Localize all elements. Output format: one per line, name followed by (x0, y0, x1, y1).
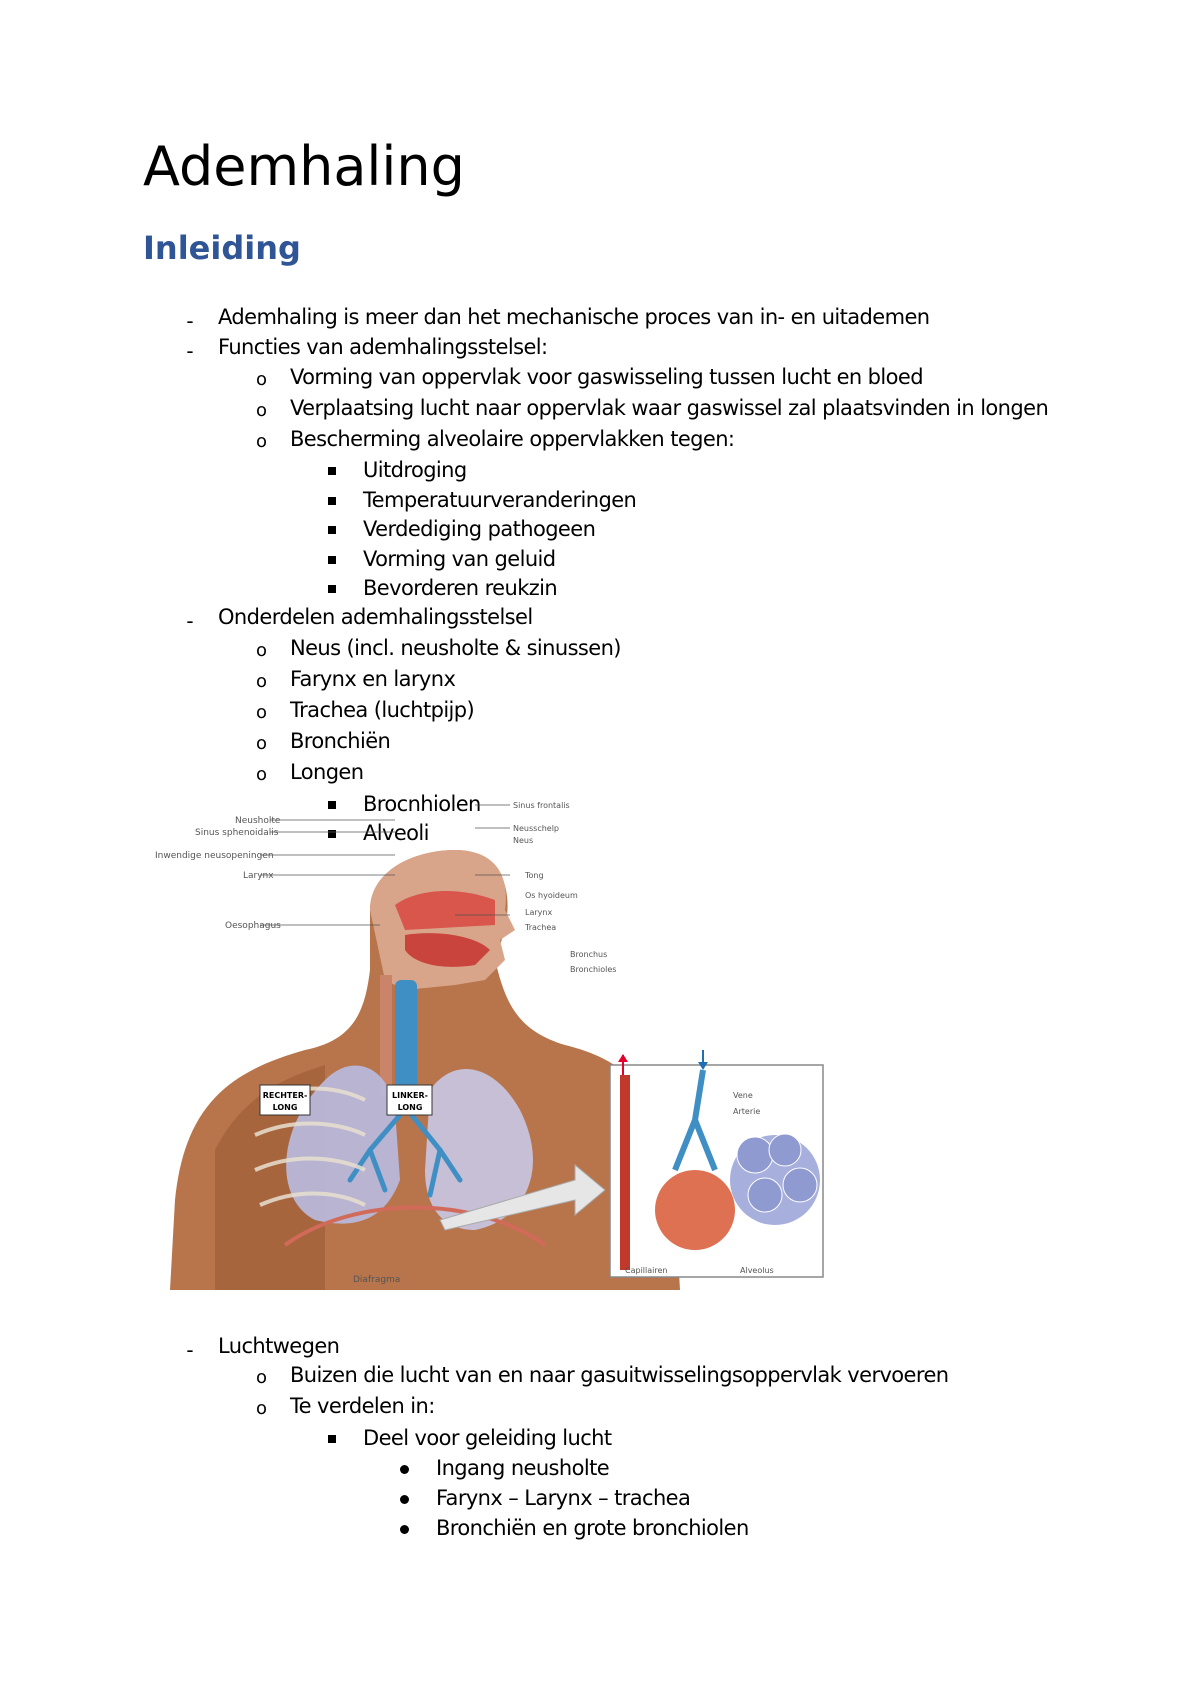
list-item-text: Longen (290, 760, 364, 784)
inset-vene-label: Vene (733, 1091, 753, 1100)
diaphragm-label: Diafragma (353, 1275, 401, 1285)
list-item-text: Verdediging pathogeen (363, 517, 596, 541)
square-bullet-icon (328, 1435, 336, 1443)
list-item-text: Bronchiën en grote bronchiolen (436, 1516, 749, 1540)
circle-bullet-icon: o (256, 1367, 268, 1388)
section-heading: Inleiding (143, 229, 301, 267)
circle-bullet-icon: o (256, 431, 268, 452)
list-item-text: Ingang neusholte (436, 1456, 610, 1480)
dot-bullet-icon (400, 1495, 409, 1504)
square-bullet-icon (328, 467, 336, 475)
figure-left-label: Inwendige neusopeningen (155, 851, 274, 861)
lung-right-label-2: LONG (272, 1103, 298, 1112)
square-bullet-icon (328, 556, 336, 564)
list-item-text: Alveoli (363, 821, 429, 845)
figure-right-label: Bronchioles (570, 965, 617, 974)
list-item-text: Brocnhiolen (363, 792, 481, 816)
list-item-text: Farynx en larynx (290, 667, 456, 691)
circle-bullet-icon: o (256, 640, 268, 661)
square-bullet-icon (328, 830, 336, 838)
lung-left-label-1: LINKER- (392, 1091, 428, 1100)
figure-right-label: Bronchus (570, 950, 608, 959)
figure-left-label: Neusholte (235, 816, 281, 826)
figure-left-label: Oesophagus (225, 921, 281, 931)
dash-bullet-icon: - (186, 1338, 194, 1362)
circle-bullet-icon: o (256, 671, 268, 692)
circle-bullet-icon: o (256, 1398, 268, 1419)
figure-right-label: Neus (513, 836, 534, 845)
list-item-text: Bescherming alveolaire oppervlakken tegen: (290, 427, 735, 451)
page-title: Ademhaling (143, 135, 465, 198)
dot-bullet-icon (400, 1525, 409, 1534)
list-item-text: Temperatuurveranderingen (363, 488, 637, 512)
list-item-text: Trachea (luchtpijp) (290, 698, 475, 722)
list-item-text: Bevorderen reukzin (363, 576, 558, 600)
circle-bullet-icon: o (256, 369, 268, 390)
inset-capillairen-label: Capillairen (625, 1266, 668, 1275)
list-item-text: Onderdelen ademhalingsstelsel (218, 605, 533, 629)
figure-right-label: Sinus frontalis (513, 801, 570, 810)
list-item-text: Vorming van geluid (363, 547, 556, 571)
figure-right-label: Larynx (525, 908, 553, 917)
dot-bullet-icon (400, 1465, 409, 1474)
list-item-text: Deel voor geleiding lucht (363, 1426, 612, 1450)
list-item-text: Uitdroging (363, 458, 467, 482)
list-item-text: Luchtwegen (218, 1334, 340, 1358)
list-item-text: Buizen die lucht van en naar gasuitwisselingsoppervlak vervoeren (290, 1363, 949, 1387)
circle-bullet-icon: o (256, 400, 268, 421)
square-bullet-icon (328, 801, 336, 809)
list-item-text: Functies van ademhalingsstelsel: (218, 335, 548, 359)
square-bullet-icon (328, 585, 336, 593)
list-item-text: Vorming van oppervlak voor gaswisseling tussen lucht en bloed (290, 365, 923, 389)
square-bullet-icon (328, 497, 336, 505)
dash-bullet-icon: - (186, 309, 194, 333)
circle-bullet-icon: o (256, 702, 268, 723)
dash-bullet-icon: - (186, 339, 194, 363)
dash-bullet-icon: - (186, 609, 194, 633)
list-item-text: Farynx – Larynx – trachea (436, 1486, 691, 1510)
list-item-text: Ademhaling is meer dan het mechanische proces van in- en uitademen (218, 305, 930, 329)
figure-right-label: Os hyoideum (525, 891, 578, 900)
circle-bullet-icon: o (256, 764, 268, 785)
figure-left-label: Larynx (243, 871, 274, 881)
inset-alveolus-label: Alveolus (740, 1266, 774, 1275)
list-item-text: Bronchiën (290, 729, 391, 753)
inset-arterie-label: Arterie (733, 1107, 761, 1116)
list-item-text: Neus (incl. neusholte & sinussen) (290, 636, 621, 660)
lung-right-label-1: RECHTER- (262, 1091, 308, 1100)
circle-bullet-icon: o (256, 733, 268, 754)
figure-right-label: Trachea (525, 923, 557, 932)
list-item-text: Te verdelen in: (290, 1394, 435, 1418)
square-bullet-icon (328, 526, 336, 534)
list-item-text: Verplaatsing lucht naar oppervlak waar gaswissel zal plaatsvinden in longen (290, 396, 1049, 420)
figure-right-label: Neusschelp (513, 824, 560, 833)
figure-right-label: Tong (525, 871, 544, 880)
lung-left-label-2: LONG (397, 1103, 423, 1112)
figure-left-label: Sinus sphenoidalis (195, 828, 279, 838)
